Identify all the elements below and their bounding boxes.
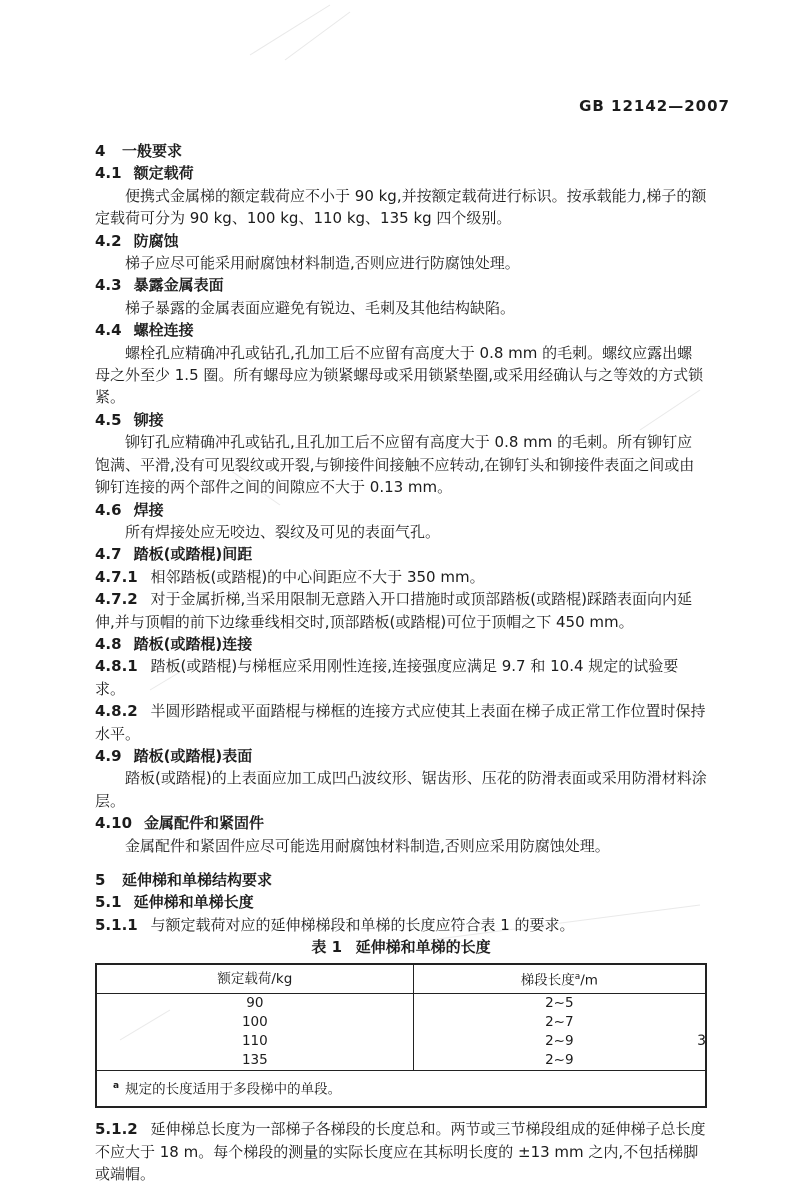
- clause-heading-4-2: [95, 230, 707, 252]
- page-number: 3: [697, 1033, 706, 1049]
- table-row: [96, 993, 706, 1013]
- clause-text: 半圆形踏棍或平面踏棍与梯框的连接方式应使其上表面在梯子成正常工作位置时保持水平。: [95, 702, 706, 743]
- table-footnote-cell: [96, 1070, 706, 1107]
- clause-title: 暴露金属表面: [133, 276, 224, 295]
- column-header-section-length: [413, 964, 706, 994]
- table-row: [96, 1051, 706, 1071]
- numbered-clause-5-1-1: [95, 914, 707, 936]
- clause-number: 4.8.1: [95, 657, 138, 676]
- table-cell: 2~7: [545, 1014, 574, 1031]
- section-number: 4: [95, 142, 106, 160]
- clause-title: 金属配件和紧固件: [144, 814, 265, 833]
- column-header-rated-load: 额定载荷/kg: [96, 964, 413, 994]
- footnote-text: 规定的长度适用于多段梯中的单段。: [125, 1081, 342, 1098]
- numbered-clause-5-1-2: [95, 1118, 707, 1185]
- clause-number: 4.10: [95, 814, 133, 833]
- clause-title: 螺栓连接: [133, 321, 194, 340]
- table-cell: 90: [96, 993, 413, 1013]
- table-number: 表 1: [311, 938, 343, 957]
- table-cell: 110: [96, 1032, 413, 1051]
- clause-title: 踏板(或踏棍)间距: [133, 545, 253, 564]
- table-caption: [95, 936, 707, 958]
- numbered-clause-4-7-1: [95, 566, 707, 588]
- clause-number: 4.9: [95, 746, 122, 765]
- clause-text: 相邻踏板(或踏棍)的中心间距应不大于 350 mm。: [150, 567, 485, 586]
- clause-number: 4.7.1: [95, 567, 138, 586]
- clause-number: 4.7: [95, 545, 122, 564]
- table-cell: 2~9: [545, 1033, 574, 1050]
- clause-title: 延伸梯和单梯长度: [133, 893, 254, 912]
- clause-title: 焊接: [133, 500, 164, 519]
- footnote-marker: a: [113, 1080, 120, 1091]
- paragraph: 梯子应尽可能采用耐腐蚀材料制造,否则应进行防腐蚀处理。: [125, 254, 520, 273]
- clause-heading-5-1: [95, 891, 707, 913]
- table-footnote: [96, 1070, 706, 1107]
- table-cell: 2~5: [545, 995, 574, 1012]
- section-number: 5: [95, 871, 106, 889]
- clause-heading-4-5: [95, 409, 707, 431]
- numbered-clause-4-8-2: [95, 700, 707, 745]
- clause-heading-4-6: [95, 499, 707, 521]
- table-cell: 135: [96, 1051, 413, 1071]
- footnote-marker: a: [574, 971, 581, 982]
- table-header: [96, 964, 706, 994]
- clause-number: 4.8: [95, 634, 122, 653]
- clause-number: 4.4: [95, 321, 122, 340]
- clause-title: 踏板(或踏棍)表面: [133, 746, 253, 765]
- clause-text: 延伸梯总长度为一部梯子各梯段的长度总和。两节或三节梯段组成的延伸梯子总长度不应大于 18 m。每个梯段的测量的实际长度应在其标明长度的 ±13 mm 之内,不包括梯脚或端帽。: [95, 1120, 706, 1183]
- clause-number: 5.1.2: [95, 1120, 138, 1139]
- clause-heading-4-10: [95, 812, 707, 834]
- paragraph: 铆钉孔应精确冲孔或钻孔,且孔加工后不应留有高度大于 0.8 mm 的毛刺。所有铆钉应饱满、平滑,没有可见裂纹或开裂,与铆接件间接触不应转动,在铆钉头和铆接件表面之间或由铆钉连接的两个部件之间的间隙应不大于 0.13 mm。: [95, 433, 695, 497]
- table-row: [96, 1013, 706, 1032]
- clause-text: 与额定载荷对应的延伸梯梯段和单梯的长度应符合表 1 的要求。: [150, 915, 575, 934]
- document-body: [95, 140, 707, 1185]
- clause-text: 踏板(或踏棍)与梯框应采用刚性连接,连接强度应满足 9.7 和 10.4 规定的试验要求。: [95, 657, 679, 698]
- numbered-clause-4-8-1: [95, 655, 707, 700]
- table-body: [96, 993, 706, 1070]
- table-footnote-row: [96, 1070, 706, 1107]
- clause-heading-4-4: [95, 319, 707, 341]
- section-title: 一般要求: [121, 142, 182, 160]
- clause-heading-4-8: [95, 633, 707, 655]
- clause-title: 额定载荷: [133, 164, 194, 183]
- clause-number: 4.1: [95, 164, 122, 183]
- table-cell: 100: [96, 1013, 413, 1032]
- section-heading-5: [95, 869, 707, 891]
- clause-heading-4-1: [95, 162, 707, 184]
- clause-title: 铆接: [133, 410, 164, 429]
- clause-number: 5.1: [95, 893, 122, 912]
- paragraph: 踏板(或踏棍)的上表面应加工成凹凸波纹形、锯齿形、压花的防滑表面或采用防滑材料涂层。: [95, 769, 707, 810]
- table-row: [96, 1032, 706, 1051]
- table-title: 延伸梯和单梯的长度: [355, 938, 491, 957]
- numbered-clause-4-7-2: [95, 588, 707, 633]
- clause-heading-4-7: [95, 543, 707, 565]
- section-title: 延伸梯和单梯结构要求: [121, 871, 272, 889]
- paragraph: 金属配件和紧固件应尽可能选用耐腐蚀材料制造,否则应采用防腐蚀处理。: [125, 836, 610, 855]
- table-header-row: [96, 964, 706, 994]
- header-text: 梯段长度: [520, 972, 575, 989]
- clause-title: 防腐蚀: [133, 231, 179, 250]
- clause-title: 踏板(或踏棍)连接: [133, 634, 253, 653]
- clause-text: 对于金属折梯,当采用限制无意踏入开口措施时或顶部踏板(或踏棍)踩踏表面向内延伸,并与顶帽的前下边缘垂线相交时,顶部踏板(或踏棍)可位于顶帽之下 450 mm。: [95, 590, 692, 631]
- paragraph: 梯子暴露的金属表面应避免有锐边、毛刺及其他结构缺陷。: [125, 298, 516, 317]
- header-unit: /m: [580, 972, 598, 989]
- clause-number: 5.1.1: [95, 915, 138, 934]
- clause-heading-4-9: [95, 745, 707, 767]
- clause-number: 4.2: [95, 231, 122, 250]
- paragraph: 所有焊接处应无咬边、裂纹及可见的表面气孔。: [125, 522, 441, 541]
- standard-code: GB 12142—2007: [579, 97, 730, 115]
- clause-number: 4.3: [95, 276, 122, 295]
- table-1-ladder-lengths: [95, 963, 707, 1109]
- clause-number: 4.6: [95, 500, 122, 519]
- clause-number: 4.5: [95, 410, 122, 429]
- clause-heading-4-3: [95, 274, 707, 296]
- paragraph: 螺栓孔应精确冲孔或钻孔,孔加工后不应留有高度大于 0.8 mm 的毛刺。螺纹应露出螺母之外至少 1.5 圈。所有螺母应为锁紧螺母或采用锁紧垫圈,或采用经确认与之等效的方式锁紧。: [95, 343, 704, 407]
- paragraph: 便携式金属梯的额定载荷应不小于 90 kg,并按额定载荷进行标识。按承载能力,梯子的额定载荷可分为 90 kg、100 kg、110 kg、135 kg 四个级别。: [95, 186, 707, 228]
- section-heading-4: [95, 140, 707, 162]
- table-cell: 2~9: [545, 1052, 574, 1069]
- clause-number: 4.8.2: [95, 702, 138, 721]
- clause-number: 4.7.2: [95, 590, 138, 609]
